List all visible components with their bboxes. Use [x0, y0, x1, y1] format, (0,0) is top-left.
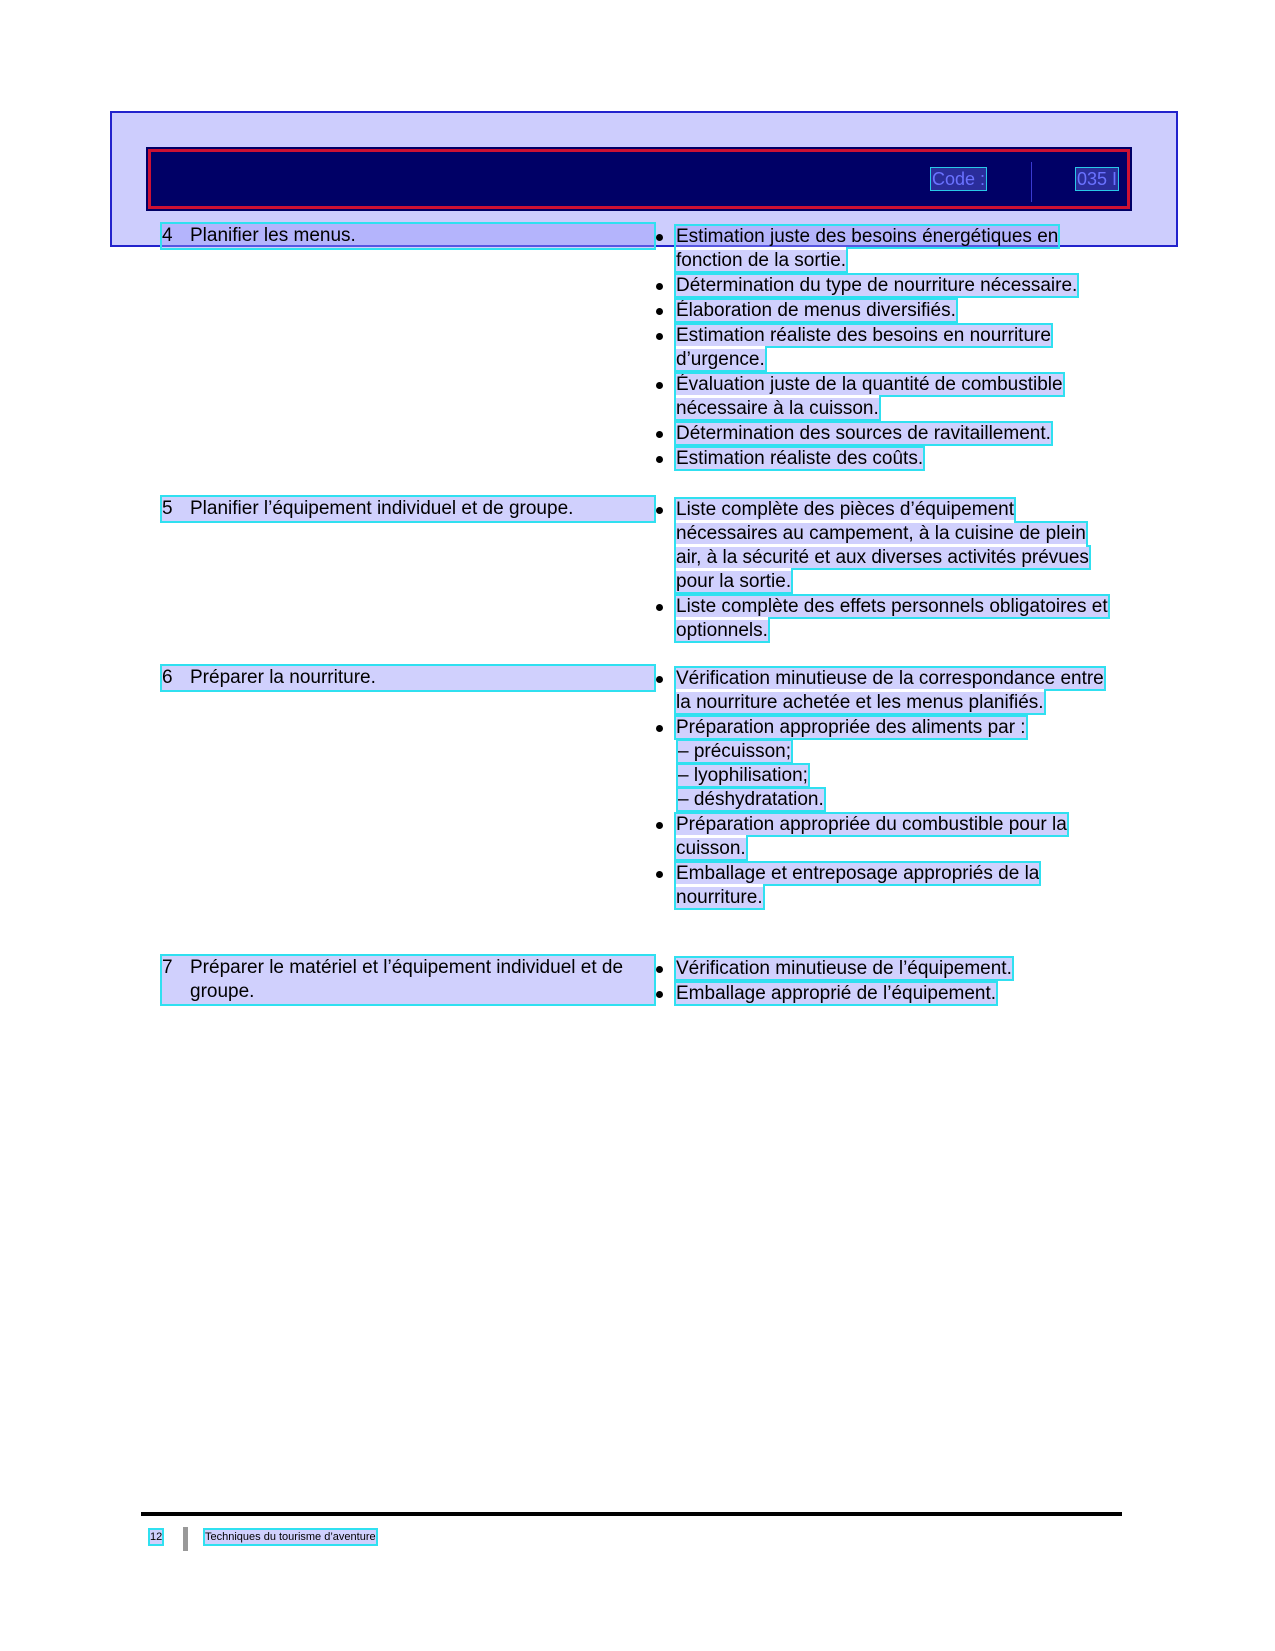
list-item: Liste complète des pièces d’équipement nécessaires au campement, à la cuisine de plein air, à la sécurité et aux diverses activités prévues pour la sortie. — [654, 498, 1114, 594]
list-item: Liste complète des effets personnels obligatoires et optionnels. — [654, 595, 1114, 643]
list-item: Vérification minutieuse de la correspondance entre la nourriture achetée et les menus planifiés. — [654, 667, 1114, 715]
bullet-icon — [656, 382, 663, 389]
footer-marker — [183, 1527, 188, 1551]
task-row-4 — [162, 224, 654, 248]
task-row-6 — [162, 666, 654, 690]
task-number: 4 — [162, 225, 173, 246]
footer-title: Techniques du tourisme d’aventure — [205, 1531, 376, 1543]
criteria-list-5 — [654, 498, 1114, 644]
bullet-icon — [656, 431, 663, 438]
task-number: 5 — [162, 498, 173, 519]
list-item: Préparation appropriée du combustible pour la cuisson. — [654, 813, 1114, 861]
bullet-icon — [656, 234, 663, 241]
list-item: Emballage approprié de l’équipement. — [654, 982, 1114, 1006]
list-item: Préparation appropriée des aliments par : – précuisson; – lyophilisation; – déshydratation. — [654, 716, 1114, 812]
bullet-icon — [656, 333, 663, 340]
task-number: 7 — [162, 957, 173, 978]
bullet-icon — [656, 966, 663, 973]
task-row-7 — [162, 956, 654, 1004]
bullet-icon — [656, 822, 663, 829]
footer-rule — [141, 1512, 1122, 1516]
list-item: Détermination du type de nourriture nécessaire. — [654, 274, 1114, 298]
sub-item: – déshydratation. — [678, 789, 824, 810]
bullet-icon — [656, 991, 663, 998]
list-item: Vérification minutieuse de l’équipement. — [654, 957, 1114, 981]
page-number: 12 — [150, 1531, 163, 1543]
list-item: Estimation juste des besoins énergétiques en fonction de la sortie. — [654, 225, 1114, 273]
bullet-icon — [656, 676, 663, 683]
header-bar — [148, 149, 1130, 209]
criteria-list-7 — [654, 957, 1114, 1007]
list-item: Détermination des sources de ravitaillement. — [654, 422, 1114, 446]
list-item: Élaboration de menus diversifiés. — [654, 299, 1114, 323]
bullet-icon — [656, 456, 663, 463]
task-text: Planifier les menus. — [190, 225, 356, 246]
task-text: Préparer le matériel et l’équipement individuel et de groupe. — [190, 957, 624, 1002]
list-item: Emballage et entreposage appropriés de la nourriture. — [654, 862, 1114, 910]
sub-item: – précuisson; — [678, 741, 792, 762]
list-item: Estimation réaliste des coûts. — [654, 447, 1114, 471]
criteria-list-4 — [654, 225, 1114, 472]
task-text: Planifier l’équipement individuel et de groupe. — [190, 498, 574, 519]
bullet-icon — [656, 604, 663, 611]
bullet-icon — [656, 871, 663, 878]
bullet-icon — [656, 308, 663, 315]
code-value: 035 I — [1077, 169, 1118, 189]
bullet-icon — [656, 725, 663, 732]
bullet-icon — [656, 507, 663, 514]
list-item: Estimation réaliste des besoins en nourriture d’urgence. — [654, 324, 1114, 372]
task-number: 6 — [162, 667, 173, 688]
code-label: Code : — [932, 169, 986, 189]
code-separator — [1031, 162, 1032, 202]
bullet-icon — [656, 283, 663, 290]
task-row-5 — [162, 497, 654, 521]
criteria-list-6 — [654, 667, 1114, 911]
list-item: Évaluation juste de la quantité de combustible nécessaire à la cuisson. — [654, 373, 1114, 421]
sub-item: – lyophilisation; — [678, 765, 808, 786]
task-text: Préparer la nourriture. — [190, 667, 376, 688]
